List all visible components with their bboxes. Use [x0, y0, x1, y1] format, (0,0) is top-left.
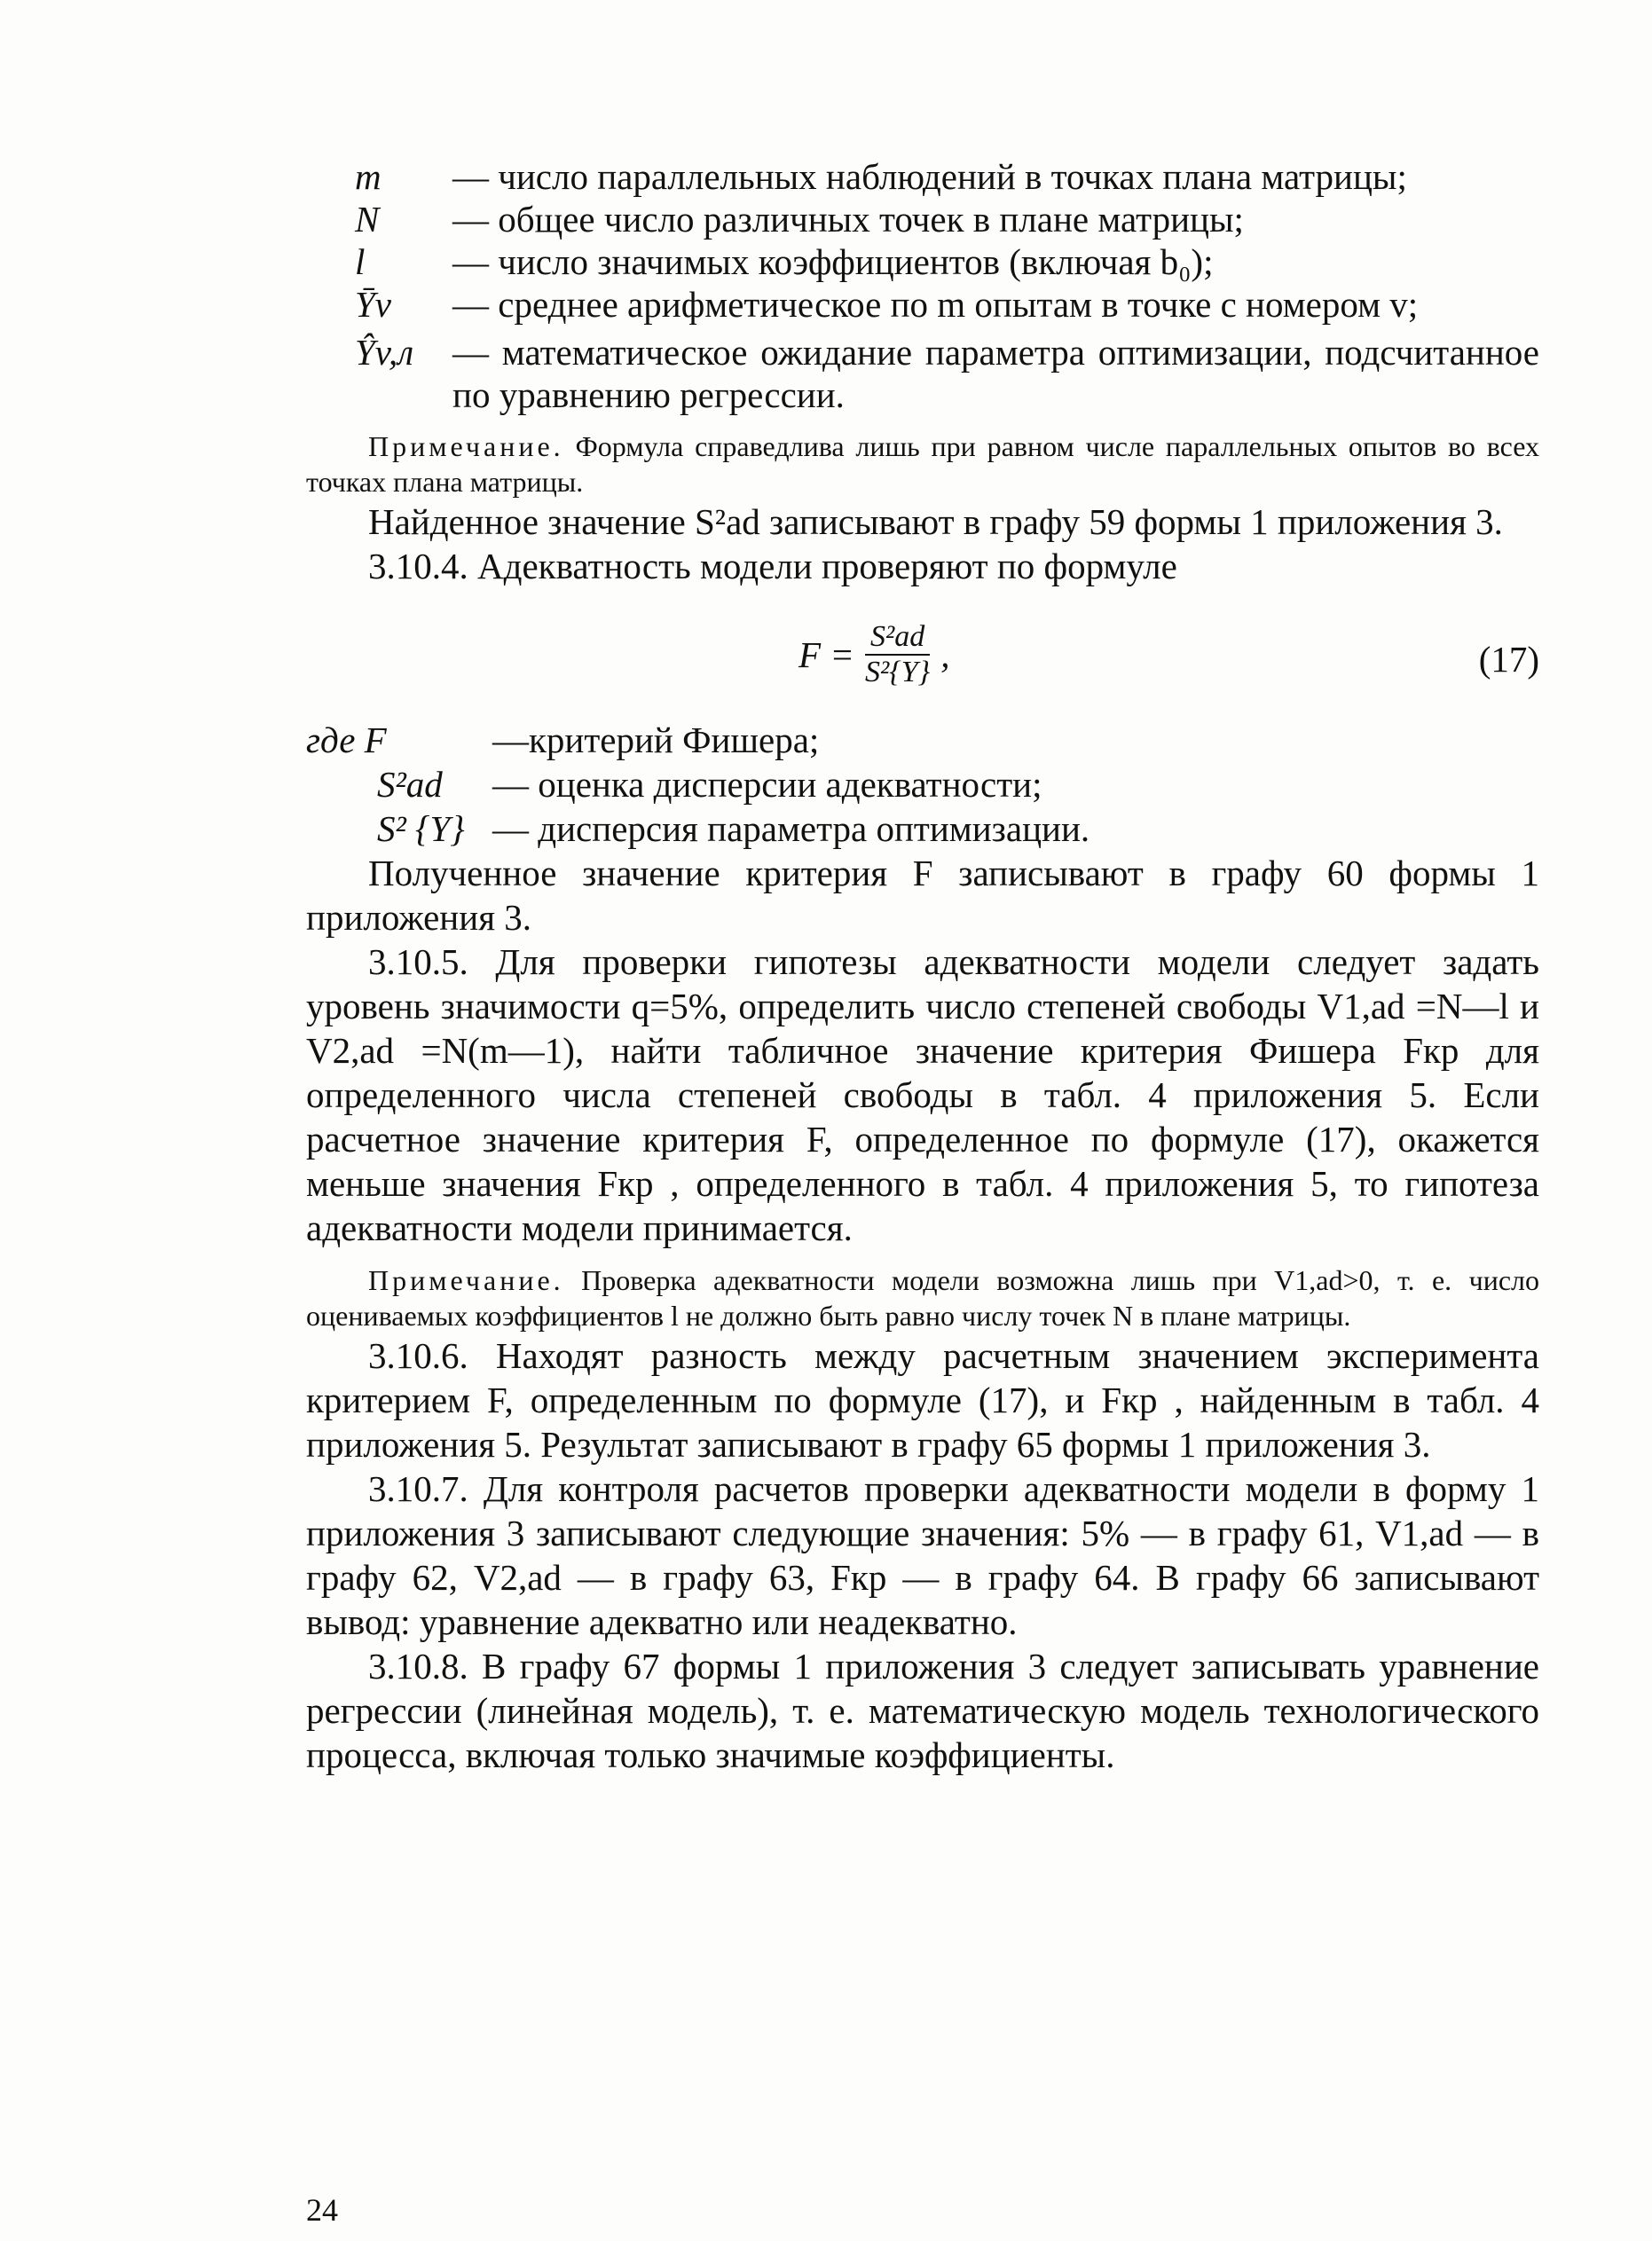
paragraph-3-10-5: 3.10.5. Для проверки гипотезы адекватности модели следует задать уровень значимости q=5%, определить число степеней свободы V1,ad =N—l и V2,ad =N(m—1), найти табличное значение критерия Фишера Fкр для определенного числа степеней свободы в табл. 4 приложения 5. Если расчетное значение критерия F, определенное по формуле (17), окажется меньше значения Fкр , определенного в табл. 4 приложения 5, то гипотеза адекватности модели принимается. [306, 941, 1539, 1248]
formula-17 [306, 611, 1539, 718]
definition-row [306, 155, 1539, 198]
where-text: — оценка дисперсии адекватности; [492, 764, 1042, 805]
formula-expression [798, 620, 950, 689]
definition-symbol: l [355, 241, 366, 282]
paragraph-received-value: Полученное значение критерия F записывают в графу 60 формы 1 приложения 3. [306, 853, 1539, 938]
where-row [306, 806, 1539, 851]
where-symbol: где F [306, 719, 387, 760]
definition-row [306, 283, 1539, 326]
definition-row [306, 240, 1539, 283]
where-symbol: S²ad [377, 764, 443, 805]
note-label: Примечание. [368, 1264, 564, 1296]
definition-text: — число значимых коэффициентов (включая b₀); [452, 241, 1214, 282]
definition-symbol: N [355, 199, 380, 240]
where-symbol: S² {Y} [377, 808, 465, 849]
note-label: Примечание. [368, 430, 564, 462]
where-row [306, 762, 1539, 806]
definition-symbol: Ŷv,л [355, 332, 414, 373]
note-formula-validity [306, 429, 1539, 499]
definition-text: — математическое ожидание параметра оптимизации, подсчитанное по уравнению регрессии. [452, 332, 1539, 415]
paragraph-3-10-7: 3.10.7. Для контроля расчетов проверки адекватности модели в форму 1 приложения 3 записывают следующие значения: 5% — в графу 61, V1,ad — в графу 62, V2,ad — в графу 63, Fкр — в графу 64. В графу 66 записывают вывод: уравнение адекватно или неадекватно. [306, 1468, 1539, 1642]
formula-trail: , [940, 634, 950, 675]
note-text: Проверка адекватности модели возможна лишь при V1,ad>0, т. е. число оцениваемых коэффициентов l не должно быть равно числу точек N в плане матрицы. [306, 1264, 1540, 1332]
formula-lhs: F = [798, 634, 854, 675]
formula-numerator: S²ad [865, 620, 930, 656]
note-text: Формула справедлива лишь при равном числе параллельных опытов во всех точках плана матрицы. [306, 430, 1540, 498]
definition-symbol: Ȳv [355, 284, 391, 325]
where-list [306, 718, 1539, 851]
definition-symbol: m [355, 156, 382, 197]
paragraph-3-10-4: 3.10.4. Адекватность модели проверяют по формуле [368, 546, 1177, 586]
where-text: — дисперсия параметра оптимизации. [492, 808, 1090, 849]
note-adequacy-check [306, 1262, 1539, 1333]
definition-row [306, 331, 1539, 416]
paragraph-found-value: Найденное значение S²ad записывают в графу 59 формы 1 приложения 3. [368, 501, 1503, 542]
where-text: —критерий Фишера; [492, 719, 820, 760]
page-number: 24 [306, 2192, 338, 2228]
formula-fraction [860, 620, 935, 689]
definition-text: — число параллельных наблюдений в точках плана матрицы; [452, 156, 1407, 197]
paragraph-3-10-6: 3.10.6. Находят разность между расчетным значением эксперимента критерием F, определенным по формуле (17), и Fкр , найденным в табл. 4 приложения 5. Результат записывают в графу 65 формы 1 приложения 3. [306, 1335, 1539, 1465]
paragraph-3-10-8: 3.10.8. В графу 67 формы 1 приложения 3 следует записывать уравнение регрессии (линейная модель), т. е. математическую модель технологического процесса, включая только значимые коэффициенты. [306, 1646, 1539, 1775]
definition-row [306, 198, 1539, 240]
definition-text: — общее число различных точек в плане матрицы; [452, 199, 1244, 240]
formula-denominator: S²{Y} [864, 656, 931, 688]
definitions-list [306, 155, 1539, 416]
formula-number: (17) [1478, 639, 1539, 680]
where-row [306, 718, 1539, 762]
page-content [306, 155, 1539, 1777]
definition-text: — среднее арифметическое по m опытам в точке с номером v; [452, 284, 1419, 325]
